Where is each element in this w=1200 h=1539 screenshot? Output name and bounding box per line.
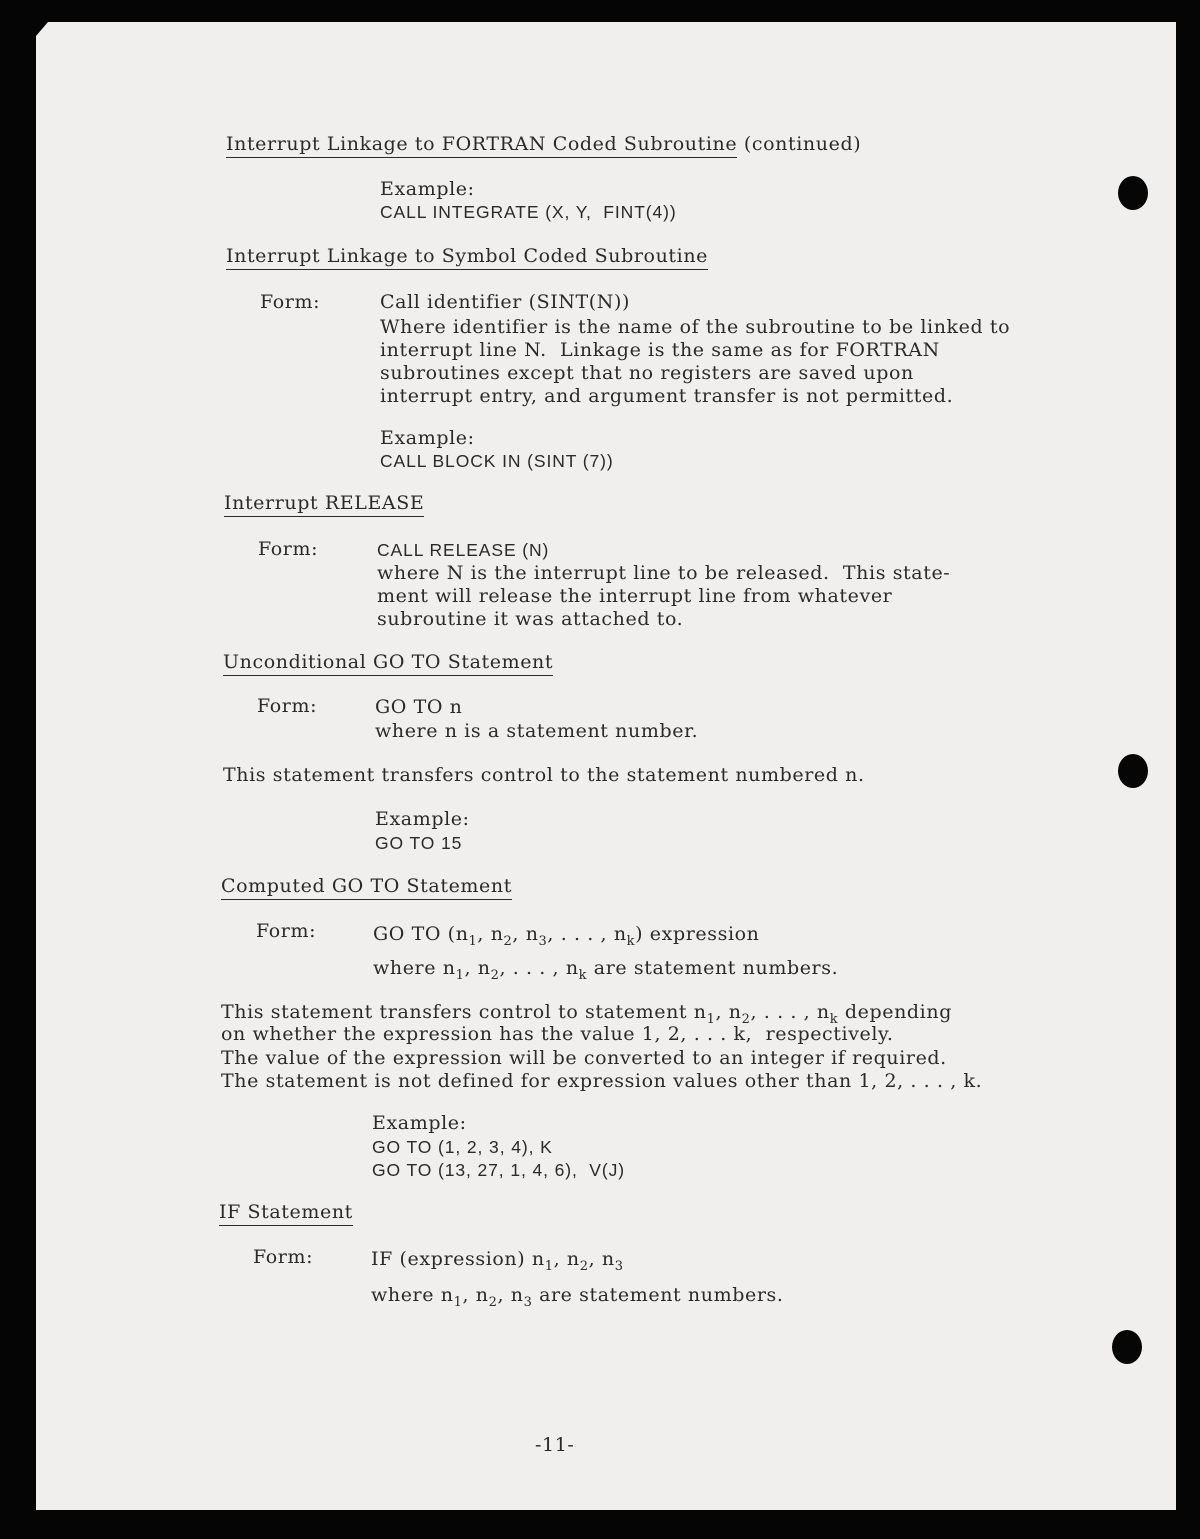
subscript: 1 <box>453 1295 463 1310</box>
paragraph-line <box>221 1001 952 1027</box>
example-line: CALL INTEGRATE (X, Y, FINT(4)) <box>380 202 677 222</box>
form-line: Call identifier (SINT(N)) <box>380 291 631 313</box>
subscript: 3 <box>538 934 548 949</box>
subscript: 3 <box>523 1295 533 1310</box>
section-heading-row <box>224 492 424 514</box>
form-label: Form: <box>260 291 321 313</box>
section-heading-row <box>221 875 512 897</box>
section-heading-row <box>226 133 861 155</box>
text-run: where n <box>373 957 456 979</box>
text-run: are statement numbers. <box>587 957 839 979</box>
section-heading-row <box>223 651 553 673</box>
form-line: subroutines except that no registers are saved upon <box>380 362 914 384</box>
section-heading: IF Statement <box>219 1201 353 1226</box>
text-run: GO TO (n <box>373 923 469 945</box>
example-line: GO TO (1, 2, 3, 4), K <box>372 1137 553 1157</box>
subscript: k <box>829 1012 839 1027</box>
subscript: k <box>626 934 636 949</box>
form-line <box>371 1284 784 1310</box>
form-label: Form: <box>258 538 319 560</box>
paragraph-line: The statement is not defined for expression values other than 1, 2, . . . , k. <box>221 1070 983 1092</box>
subscript: 1 <box>706 1012 716 1027</box>
binder-hole <box>1112 1330 1142 1364</box>
subscript: 2 <box>579 1259 589 1274</box>
section-heading-row <box>219 1201 353 1223</box>
text-run: ) expression <box>635 923 760 945</box>
text-run: , n <box>553 1248 580 1270</box>
subscript: 3 <box>614 1259 624 1274</box>
example-label: Example: <box>380 427 475 449</box>
subscript: 2 <box>490 968 500 983</box>
binder-hole <box>1118 754 1148 788</box>
subscript: 1 <box>544 1259 554 1274</box>
subscript: 2 <box>503 934 513 949</box>
subscript: 2 <box>741 1012 751 1027</box>
paragraph-line: The value of the expression will be converted to an integer if required. <box>221 1047 947 1069</box>
form-line: subroutine it was attached to. <box>377 608 684 630</box>
example-line: CALL BLOCK IN (SINT (7)) <box>380 451 614 471</box>
form-line: ment will release the interrupt line from whatever <box>377 585 893 607</box>
page-number: -11- <box>535 1434 575 1456</box>
text-run: , n <box>462 1284 489 1306</box>
example-line: GO TO 15 <box>375 833 463 853</box>
text-run: , n <box>464 957 491 979</box>
heading-suffix: (continued) <box>737 133 862 155</box>
text-run: , n <box>588 1248 615 1270</box>
section-heading: Interrupt RELEASE <box>224 492 424 517</box>
section-heading: Computed GO TO Statement <box>221 875 512 900</box>
text-run: , . . . , n <box>547 923 627 945</box>
form-line: GO TO n <box>375 696 463 718</box>
subscript: 1 <box>455 968 465 983</box>
paragraph-line: on whether the expression has the value 1, 2, . . . k, respectively. <box>221 1023 894 1045</box>
form-line <box>373 957 839 983</box>
text-run: IF (expression) n <box>371 1248 545 1270</box>
form-line <box>373 923 760 949</box>
form-line: interrupt entry, and argument transfer is not permitted. <box>380 385 954 407</box>
example-label: Example: <box>380 178 475 200</box>
text-run: , . . . , n <box>750 1001 830 1023</box>
example-label: Example: <box>372 1112 467 1134</box>
text-run: , n <box>477 923 504 945</box>
subscript: k <box>578 968 588 983</box>
text-run: , n <box>715 1001 742 1023</box>
text-run: where n <box>371 1284 454 1306</box>
paragraph-line: This statement transfers control to the statement numbered n. <box>223 764 865 786</box>
text-run: are statement numbers. <box>532 1284 784 1306</box>
form-line: CALL RELEASE (N) <box>377 540 550 560</box>
text-run: This statement transfers control to statement n <box>221 1001 707 1023</box>
text-run: , . . . , n <box>499 957 579 979</box>
binder-hole <box>1118 176 1148 210</box>
section-heading: Interrupt Linkage to FORTRAN Coded Subroutine <box>226 133 737 158</box>
example-line: GO TO (13, 27, 1, 4, 6), V(J) <box>372 1160 625 1180</box>
subscript: 1 <box>468 934 478 949</box>
form-line: Where identifier is the name of the subroutine to be linked to <box>380 316 1011 338</box>
form-label: Form: <box>257 695 318 717</box>
subscript: 2 <box>488 1295 498 1310</box>
form-line: interrupt line N. Linkage is the same as for FORTRAN <box>380 339 940 361</box>
section-heading-row <box>226 245 708 267</box>
text-run: , n <box>497 1284 524 1306</box>
section-heading: Unconditional GO TO Statement <box>223 651 553 676</box>
section-heading: Interrupt Linkage to Symbol Coded Subroutine <box>226 245 708 270</box>
form-line <box>371 1248 624 1274</box>
text-run: depending <box>838 1001 952 1023</box>
example-label: Example: <box>375 808 470 830</box>
form-label: Form: <box>256 920 317 942</box>
form-label: Form: <box>253 1246 314 1268</box>
text-run: , n <box>512 923 539 945</box>
form-line: where N is the interrupt line to be released. This state- <box>377 562 951 584</box>
form-line: where n is a statement number. <box>375 720 699 742</box>
